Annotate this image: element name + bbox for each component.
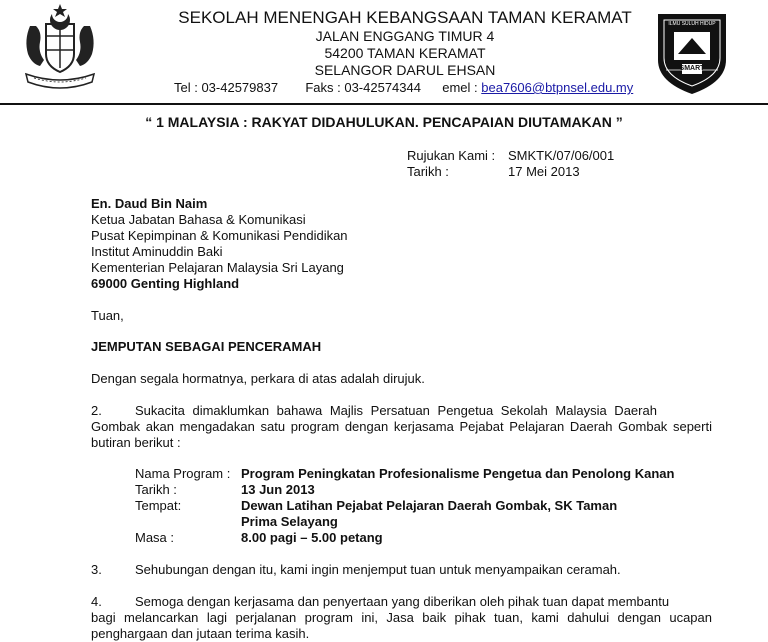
header-divider	[0, 103, 768, 105]
badge-motto: ILMU SULUH HIDUP	[668, 21, 716, 27]
coat-of-arms-logo	[20, 2, 100, 94]
para-3-text: Sehubungan dengan itu, kami ingin menjemput tuan untuk menyampaikan ceramah.	[135, 562, 621, 577]
salutation: Tuan,	[91, 308, 124, 323]
program-name-label: Nama Program :	[135, 466, 231, 481]
recipient-line-1: Ketua Jabatan Bahasa & Komunikasi	[91, 212, 306, 227]
recipient-line-4: Kementerian Pelajaran Malaysia Sri Layang	[91, 260, 344, 275]
telephone: Tel : 03-42579837	[174, 80, 279, 95]
para-2-number: 2.	[91, 403, 102, 418]
letter-subject: JEMPUTAN SEBAGAI PENCERAMAH	[91, 339, 322, 354]
contact-line	[174, 80, 633, 96]
para-3-number: 3.	[91, 562, 102, 577]
para-4-first-line: Semoga dengan kerjasama dan penyertaan yang diberikan oleh pihak tuan dapat membantu	[135, 594, 670, 609]
opening-sentence: Dengan segala hormatnya, perkara di atas adalah dirujuk.	[91, 371, 425, 386]
date-label: Tarikh :	[407, 164, 449, 179]
school-name: SEKOLAH MENENGAH KEBANGSAAN TAMAN KERAMAT	[178, 8, 632, 27]
reference-label: Rujukan Kami :	[407, 148, 496, 163]
program-date-label: Tarikh :	[135, 482, 177, 497]
program-name-value: Program Peningkatan Profesionalisme Pengetua dan Penolong Kanan	[241, 466, 675, 481]
email-label: emel :	[442, 80, 478, 95]
address-line-3: SELANGOR DARUL EHSAN	[314, 62, 496, 78]
recipient-line-2: Pusat Kepimpinan & Komunikasi Pendidikan	[91, 228, 348, 243]
badge-smart-label: SMART	[679, 65, 705, 72]
program-time-label: Masa :	[135, 530, 175, 545]
school-badge-logo	[652, 10, 732, 96]
recipient-line-3: Institut Aminuddin Baki	[91, 244, 223, 259]
recipient-postcode-city: 69000 Genting Highland	[91, 276, 240, 291]
para-2-rest: Gombak akan mengadakan satu program dengan kerjasama Pejabat Pelajaran Daerah Gombak seperti butiran berikut :	[91, 419, 712, 450]
recipient-name: En. Daud Bin Naim	[91, 196, 208, 211]
program-time-value: 8.00 pagi – 5.00 petang	[241, 530, 383, 545]
program-venue-label: Tempat:	[135, 498, 182, 513]
para-4-number: 4.	[91, 594, 102, 609]
para-4-rest: bagi melancarkan lagi perjalanan program ini, Jasa baik pihak tuan, kami dahului dengan ucapan penghargaan dan jutaan terima kasih.	[91, 610, 712, 641]
fax: Faks : 03-42574344	[305, 80, 421, 95]
email-link[interactable]: bea7606@btpnsel.edu.my	[481, 80, 634, 95]
date-value: 17 Mei 2013	[508, 164, 580, 179]
program-venue-line-1: Dewan Latihan Pejabat Pelajaran Daerah Gombak, SK Taman	[241, 498, 618, 513]
program-date-value: 13 Jun 2013	[241, 482, 315, 497]
reference-value: SMKTK/07/06/001	[508, 148, 615, 163]
slogan: “ 1 MALAYSIA : RAKYAT DIDAHULUKAN. PENCAPAIAN DIUTAMAKAN ”	[145, 114, 623, 130]
para-2-first-line: Sukacita dimaklumkan bahawa Majlis Persatuan Pengetua Sekolah Malaysia Daerah	[135, 403, 657, 418]
address-line-2: 54200 TAMAN KERAMAT	[324, 45, 486, 61]
address-line-1: JALAN ENGGANG TIMUR 4	[315, 28, 495, 44]
program-venue-line-2: Prima Selayang	[241, 514, 338, 529]
